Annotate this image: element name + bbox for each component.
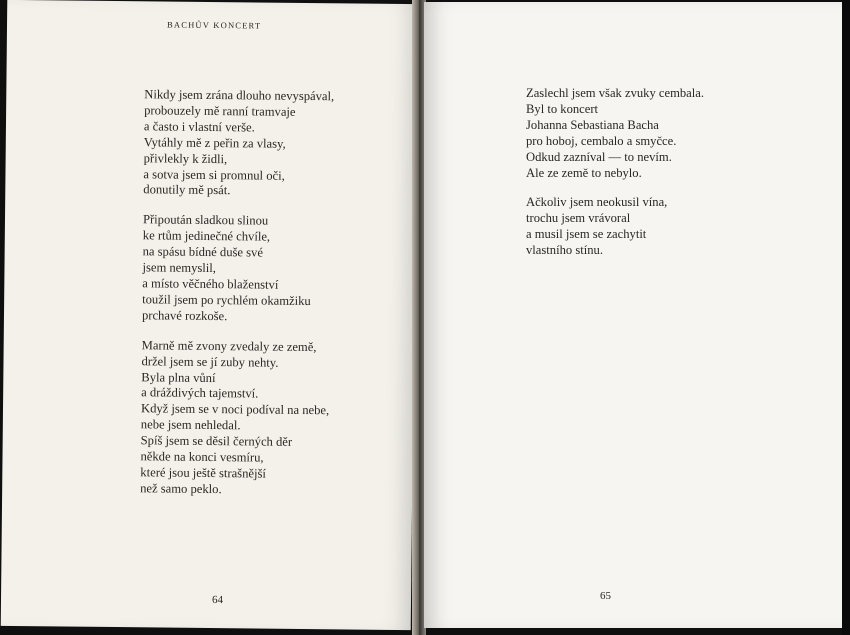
verse-line: Spíš jsem se děsil černých děr [140, 433, 293, 450]
left-page [1, 0, 418, 630]
verse-line: vlastního stínu. [526, 243, 603, 258]
verse-line: a místo věčného blaženství [142, 276, 279, 292]
verse-line: přivlekly k židli, [143, 150, 228, 166]
running-head: BACHŮV KONCERT [166, 19, 262, 31]
verse-line: Vytáhly mě z peřin za vlasy, [143, 135, 286, 151]
verse-line: Ačkoliv jsem neokusil vína, [526, 195, 668, 210]
verse-line: Ale ze země to nebylo. [526, 165, 642, 180]
verse-line: pro hoboj, cembalo a smyčce. [526, 133, 677, 148]
verse-line: Zaslechl jsem však zvuky cembala. [526, 86, 704, 100]
verse-line: Odkud zazníval — to nevím. [526, 149, 672, 164]
verse-line: probouzely mě ranní tramvaje [144, 103, 296, 119]
verse-line: a sotva jsem si promnul oči, [143, 166, 285, 183]
right-poem [526, 86, 704, 273]
verse-line: držel jsem se jí zuby nehty. [141, 353, 279, 370]
verse-line: jsem nemyslil, [142, 260, 217, 276]
verse-line: Připoután sladkou slinou [142, 212, 269, 228]
verse-line: Byla plna vůní [141, 369, 216, 385]
stanza [140, 338, 332, 499]
verse-line: trochu jsem vrávoral [526, 211, 631, 226]
left-poem [140, 87, 334, 513]
page-number: 64 [211, 594, 224, 607]
verse-line: než samo peklo. [140, 481, 222, 496]
verse-line: a musil jsem se zachytit [526, 227, 647, 242]
verse-line: Nikdy jsem zrána dlouho nevyspával, [144, 87, 335, 104]
verse-line: donutily mě psát. [143, 182, 231, 198]
verse-line: Marně mě zvony zvedaly ze země, [141, 337, 317, 354]
verse-line: někde na konci vesmíru, [140, 449, 264, 465]
verse-line: Johanna Sebastiana Bacha [526, 117, 659, 132]
verse-line: nebe jsem nehledal. [140, 417, 241, 433]
stanza [143, 87, 334, 200]
verse-line: na spásu bídné duše své [142, 244, 264, 260]
verse-line: prchavé rozkoše. [141, 308, 228, 323]
stanza [526, 86, 704, 181]
page-number: 65 [600, 590, 611, 602]
verse-line: ke rtům jedinečné chvíle, [142, 228, 271, 244]
verse-line: které jsou ještě strašnější [140, 465, 266, 481]
right-page [424, 2, 842, 628]
verse-line: Byl to koncert [526, 101, 599, 116]
verse-line: toužil jsem po rychlém okamžiku [142, 292, 311, 308]
scan-edge [842, 0, 850, 635]
verse-line: a dráždivých tajemství. [141, 385, 259, 401]
stanza [526, 195, 704, 259]
verse-line: Když jsem se v noci podíval na nebe, [140, 401, 330, 418]
verse-line: a často i vlastní verše. [143, 119, 255, 135]
stanza [142, 213, 333, 326]
